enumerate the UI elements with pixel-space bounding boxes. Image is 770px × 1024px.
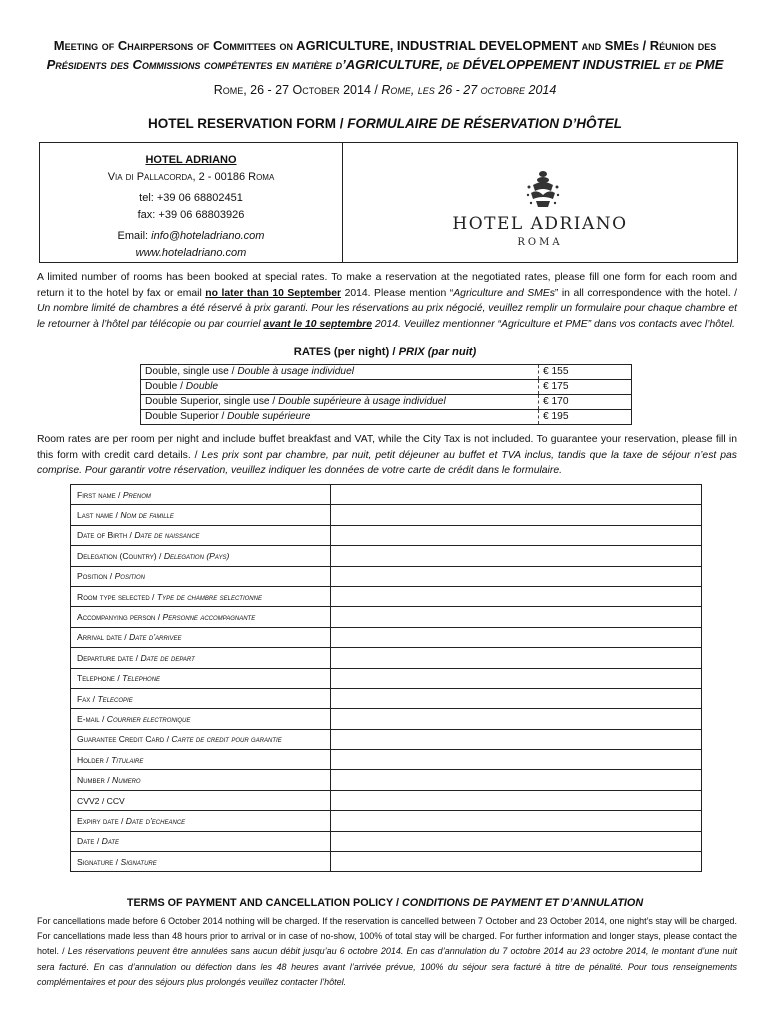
intro-en-mention: Agriculture and SMEs <box>453 287 555 299</box>
form-field-input[interactable] <box>331 709 702 729</box>
form-row <box>71 770 702 790</box>
form-row <box>71 750 702 770</box>
hotel-logo <box>343 143 737 262</box>
form-field-label-fr: Type de chambre selectionne <box>156 591 262 602</box>
form-field-label-en: Date of Birth <box>77 530 128 541</box>
hotel-email-line <box>40 228 342 245</box>
form-field-label-fr: Delegation (Pays) <box>163 550 230 561</box>
form-field-input[interactable] <box>331 668 702 688</box>
form-field-input[interactable] <box>331 852 702 872</box>
form-field-label-fr: Date d’echeance <box>125 815 186 826</box>
form-title: HOTEL RESERVATION FORM / FORMULAIRE DE RÉSERVATION D’HÔTEL <box>147 116 623 131</box>
hotel-email[interactable]: info@hoteladriano.com <box>151 230 265 242</box>
form-field-label-fr: Telephone <box>122 673 161 684</box>
hotel-contact <box>40 143 342 262</box>
form-field-label-fr: Date <box>101 836 120 847</box>
form-field-label-fr: Nom de famille <box>120 510 174 521</box>
form-row <box>71 709 702 729</box>
room-rates-note-en: Room rates are per room per night and include buffet breakfast and VAT, while the City Tax is not included. To guarantee your reservation, please fill in this form with credit card details. / <box>37 434 737 461</box>
intro-en-part3: ” in all correspondence with the hotel. / <box>554 287 738 299</box>
form-field-label: Last name / Nom de famille <box>71 505 331 525</box>
reservation-fields-table <box>70 484 702 872</box>
form-row <box>71 546 702 566</box>
form-row <box>71 668 702 688</box>
form-field-label: Room type selected / Type de chambre selectionne <box>71 586 331 606</box>
form-field-label-en: Expiry date <box>77 815 119 826</box>
form-field-input[interactable] <box>331 648 702 668</box>
intro-fr-deadline: avant le 10 septembre <box>263 318 373 330</box>
form-field-label-en: Accompanying person <box>77 612 156 623</box>
form-row <box>71 729 702 749</box>
terms-title-fr: CONDITIONS DE PAYMENT ET D’ANNULATION <box>402 897 644 909</box>
rate-room-fr: Double à usage individuel <box>237 366 355 377</box>
hotel-website-line <box>40 245 342 262</box>
rate-price: € 155 <box>539 365 632 380</box>
form-field-input[interactable] <box>331 688 702 708</box>
form-field-label-fr: Courrier electronique <box>106 713 191 724</box>
rate-room-type: Double / Double <box>141 380 539 395</box>
form-row <box>71 627 702 647</box>
room-rates-note <box>37 432 737 479</box>
intro-en-deadline: no later than 10 September <box>205 287 342 299</box>
rate-room-en: Double, single use <box>145 366 229 377</box>
form-field-input[interactable] <box>331 811 702 831</box>
form-field-input[interactable] <box>331 505 702 525</box>
form-field-label-en: Holder <box>77 754 104 765</box>
form-field-input[interactable] <box>331 729 702 749</box>
hotel-address: Via di Pallacorda, 2 - 00186 Roma <box>107 171 275 183</box>
intro-fr-part1: Un nombre limité de chambres a été réservé à prix garanti. Pour les réservations au prix négocié, veuillez remplir un formulaire pour chaque chambre et le retourner à l’hôtel par télécopie ou par courriel <box>37 303 737 330</box>
form-title-fr: FORMULAIRE DE RÉSERVATION D’HÔTEL <box>347 116 623 131</box>
intro-fr-part2: 2014. Veuillez mentionner “Agriculture et PME” dans vos contacts avec l’hôtel. <box>374 318 735 330</box>
rate-price: € 170 <box>539 395 632 410</box>
form-row <box>71 566 702 586</box>
hotel-tel: tel: +39 06 68802451 <box>139 192 243 204</box>
form-row <box>71 525 702 545</box>
form-field-label: Guarantee Credit Card / Carte de credit pour garantie <box>71 729 331 749</box>
form-field-label-en: Number <box>77 775 105 786</box>
form-field-label-en: Position <box>77 571 108 582</box>
form-field-label-en: CVV2 / CCV <box>77 795 125 806</box>
form-field-label-en: Telephone <box>77 673 115 684</box>
rates-title: RATES (per night) / PRIX (par nuit) <box>293 346 477 358</box>
form-field-label-en: Signature <box>77 856 114 867</box>
form-field-label <box>71 790 331 810</box>
form-field-label: Number / Numero <box>71 770 331 790</box>
meeting-dates-en: Rome, 26 - 27 October 2014 <box>213 83 371 97</box>
form-field-label-fr: Personne accompagnante <box>162 612 256 623</box>
rate-room-en: Double <box>145 381 178 392</box>
hotel-name: HOTEL ADRIANO <box>145 154 237 166</box>
rates-table <box>140 364 632 425</box>
form-field-label: Date of Birth / Date de naissance <box>71 525 331 545</box>
form-field-label-fr: Numero <box>112 775 141 786</box>
form-row <box>71 586 702 606</box>
form-field-label-en: Arrival date <box>77 632 122 643</box>
form-field-label-en: Room type selected <box>77 591 150 602</box>
form-field-input[interactable] <box>331 566 702 586</box>
rate-room-type: Double Superior / Double supérieure <box>141 410 539 425</box>
form-row <box>71 831 702 851</box>
rates-title-fr: PRIX (par nuit) <box>398 346 477 358</box>
meeting-title-line1: Meeting of Chairpersons of Committees on AGRICULTURE, INDUSTRIAL DEVELOPMENT and SMEs / Réunion des <box>53 38 717 53</box>
form-field-label: Holder / Titulaire <box>71 750 331 770</box>
form-row <box>71 485 702 505</box>
meeting-dates-fr: Rome, les 26 - 27 octobre 2014 <box>381 83 557 97</box>
rates-title-en: RATES (per night) <box>293 346 390 358</box>
form-row <box>71 648 702 668</box>
form-field-label: E-mail / Courrier electronique <box>71 709 331 729</box>
form-field-input[interactable] <box>331 627 702 647</box>
form-field-label-fr: Telecopie <box>97 693 133 704</box>
meeting-title-line2: Présidents des Commissions compétentes en matière d’AGRICULTURE, de DÉVELOPPEMENT INDUSTRIEL et de PME <box>46 57 724 72</box>
form-field-label-fr: Prenom <box>122 489 151 500</box>
hotel-info-box <box>39 142 738 263</box>
form-field-label-fr: Carte de credit pour garantie <box>171 734 282 745</box>
intro-en-part2: 2014. Please mention “ <box>344 287 454 299</box>
form-field-input[interactable] <box>331 586 702 606</box>
form-field-label-fr: Date de depart <box>140 652 195 663</box>
hotel-email-label: Email: <box>117 230 149 242</box>
hotel-fax: fax: +39 06 68803926 <box>137 209 245 221</box>
form-field-label-fr: Signature <box>120 856 157 867</box>
meeting-dates: Rome, 26 - 27 October 2014 / Rome, les 26 - 27 octobre 2014 <box>213 83 557 97</box>
intro-paragraph <box>37 270 737 332</box>
rate-room-en: Double Superior, single use <box>145 396 270 407</box>
form-field-label: Accompanying person / Personne accompagnante <box>71 607 331 627</box>
hotel-logo-city: ROMA <box>517 237 563 248</box>
intro-en-part1: A limited number of rooms has been booked at special rates. To make a reservation at the negotiated rates, please fill one form for each room and return it to the hotel by fax or email <box>37 272 737 299</box>
form-field-input[interactable] <box>331 831 702 851</box>
rate-room-fr: Double <box>185 381 219 392</box>
form-field-input[interactable] <box>331 525 702 545</box>
form-field-label-en: Last name <box>77 510 114 521</box>
form-field-label: Departure date / Date de depart <box>71 648 331 668</box>
form-field-input[interactable] <box>331 607 702 627</box>
form-row <box>71 811 702 831</box>
terms-en: For cancellations made before 6 October 2014 nothing will be charged. If the reservation is cancelled between 7 October and 23 October 2014, one night’s stay will be charged. For cancellations made less than 48 hours prior to arrival or in case of no-show, 100% of total stay will be charged. For further information and longer stays, please contact the hotel. / <box>37 916 737 957</box>
rate-room-fr: Double supérieure <box>227 411 311 422</box>
hotel-website[interactable]: www.hoteladriano.com <box>135 247 247 259</box>
form-row <box>71 790 702 810</box>
form-field-label: First name / Prenom <box>71 485 331 505</box>
form-field-input[interactable] <box>331 485 702 505</box>
rate-room-type: Double, single use / Double à usage individuel <box>141 365 539 380</box>
rate-price: € 195 <box>539 410 632 425</box>
form-field-label-fr: Date d’arrivee <box>129 632 182 643</box>
form-field-label: Signature / Signature <box>71 852 331 872</box>
form-field-label: Position / Position <box>71 566 331 586</box>
rate-row <box>141 395 632 410</box>
terms-title-en: TERMS OF PAYMENT AND CANCELLATION POLICY <box>126 897 393 909</box>
rate-row <box>141 410 632 425</box>
form-field-label-en: Date <box>77 836 95 847</box>
form-field-label-en: Fax <box>77 693 91 704</box>
form-row <box>71 688 702 708</box>
form-field-input[interactable] <box>331 750 702 770</box>
form-field-label: Delegation (Country) / Delegation (Pays) <box>71 546 331 566</box>
form-field-input[interactable] <box>331 790 702 810</box>
terms-title: TERMS OF PAYMENT AND CANCELLATION POLICY / CONDITIONS DE PAYMENT ET D’ANNULATION <box>126 897 644 909</box>
rate-price: € 175 <box>539 380 632 395</box>
form-field-label-fr: Position <box>114 571 145 582</box>
rate-row <box>141 365 632 380</box>
rate-room-fr: Double supérieure à usage individuel <box>278 396 446 407</box>
form-field-label-fr: Titulaire <box>111 754 144 765</box>
form-field-label: Expiry date / Date d’echeance <box>71 811 331 831</box>
form-field-label: Telephone / Telephone <box>71 668 331 688</box>
rate-row <box>141 380 632 395</box>
terms-fr: Les réservations peuvent être annulées sans aucun débit jusqu’au 6 octobre 2014. En cas d’annulation du 7 octobre 2014 au 23 octobre 2014, le montant d’une nuit sera facturé. En cas d’annulation ou défection dans les 48 heures avant l’arrivée prévue, 100% du séjour sera facturé à titre de pénalité. Pour tous renseignements complémentaires et pour des séjours plus prolongés veuillez contacter l’hôtel. <box>37 946 737 987</box>
form-field-label: Date / Date <box>71 831 331 851</box>
rate-room-en: Double Superior <box>145 411 219 422</box>
form-field-label-en: Departure date <box>77 652 134 663</box>
meeting-title <box>30 36 740 74</box>
rate-room-type: Double Superior, single use / Double supérieure à usage individuel <box>141 395 539 410</box>
form-field-label-en: E-mail <box>77 713 100 724</box>
hotel-crest-icon <box>519 165 567 213</box>
form-field-label-en: Guarantee Credit Card <box>77 734 165 745</box>
form-title-en: HOTEL RESERVATION FORM <box>147 116 336 131</box>
form-field-label-en: Delegation (Country) <box>77 550 157 561</box>
form-row <box>71 607 702 627</box>
form-field-label-fr: Date de naissance <box>134 530 200 541</box>
form-field-input[interactable] <box>331 546 702 566</box>
terms-paragraph <box>37 914 737 990</box>
form-field-label: Arrival date / Date d’arrivee <box>71 627 331 647</box>
form-field-input[interactable] <box>331 770 702 790</box>
hotel-logo-name: HOTEL ADRIANO <box>452 214 628 234</box>
form-field-label: Fax / Telecopie <box>71 688 331 708</box>
form-row <box>71 505 702 525</box>
form-row <box>71 852 702 872</box>
room-rates-note-fr: Les prix sont par chambre, par nuit, petit déjeuner au buffet et TVA inclus, tandis que la taxe de séjour n’est pas comprise. Pour garantir votre réservation, veuillez indiquer les données de votre carte de crédit dans le formulaire. <box>37 449 737 476</box>
form-field-label-en: First name <box>77 489 116 500</box>
